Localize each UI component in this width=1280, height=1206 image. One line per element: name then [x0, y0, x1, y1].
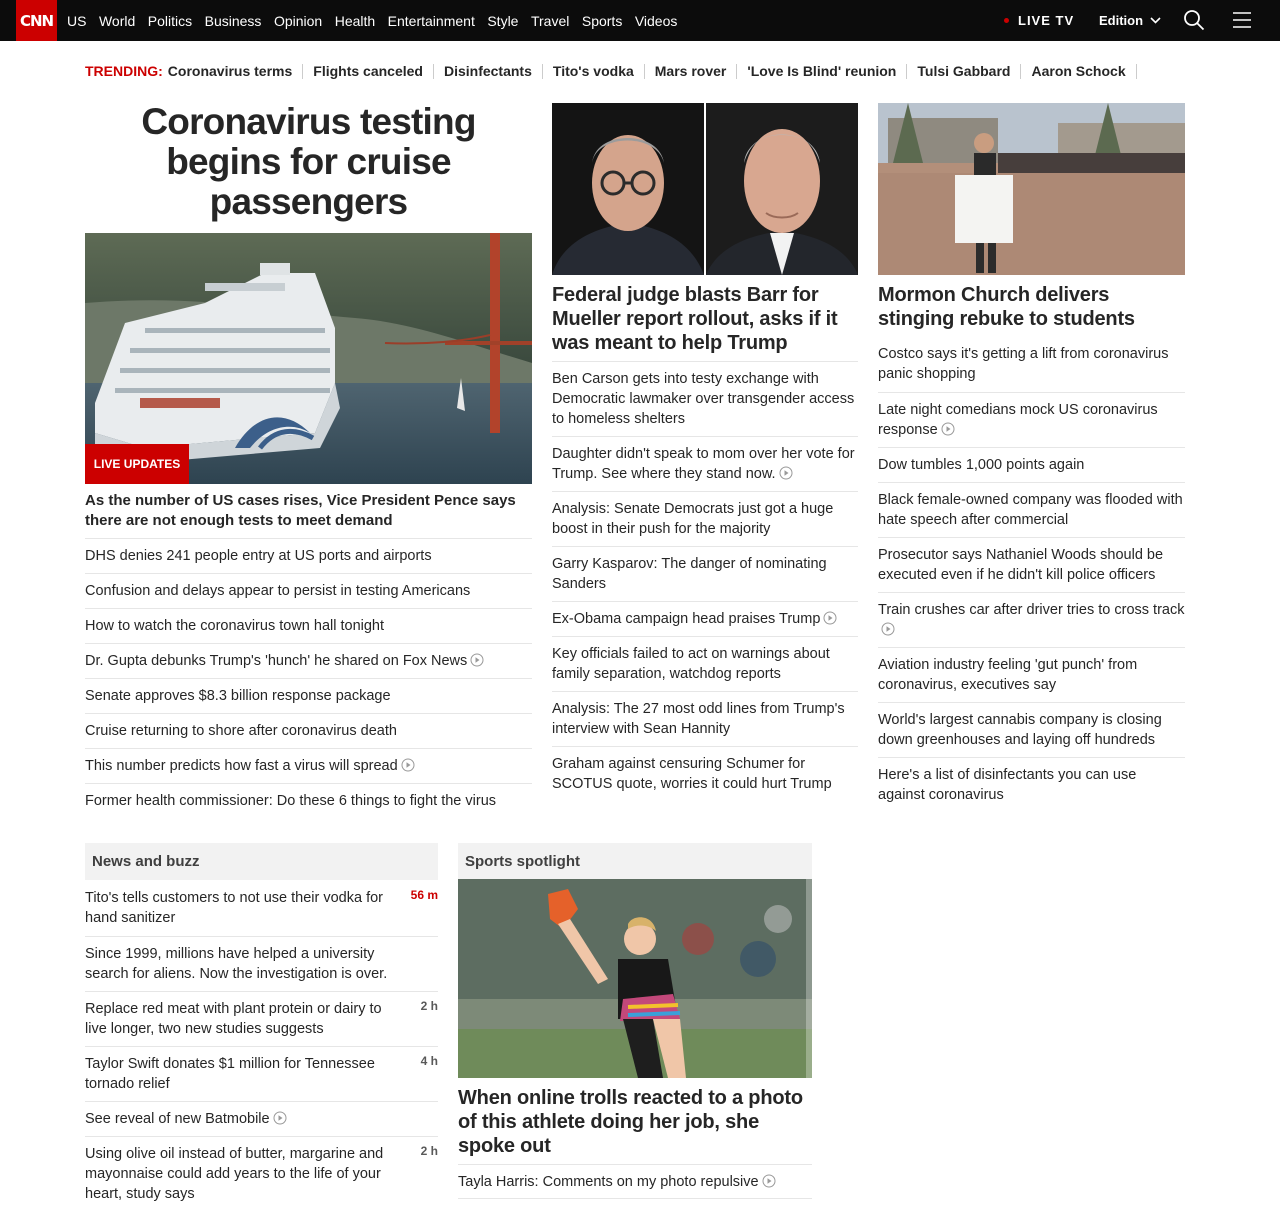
live-updates-badge[interactable]: LIVE UPDATES [85, 444, 189, 484]
protest-photo [878, 103, 1185, 275]
news-and-buzz-header: News and buzz [85, 843, 438, 880]
top-navigation-bar [0, 0, 1280, 41]
trending-item[interactable]: Aaron Schock [1021, 64, 1136, 79]
timestamp: 4 h [420, 1054, 438, 1068]
trending-item[interactable]: Tulsi Gabbard [907, 64, 1021, 79]
list-item[interactable]: Garry Kasparov: The danger of nominating Sanders [552, 546, 858, 601]
list-item[interactable]: Late night comedians mock US coronavirus response [878, 392, 1185, 447]
trending-item[interactable]: Flights canceled [303, 64, 434, 79]
list-item[interactable]: Cruise returning to shore after coronavirus death [85, 713, 532, 748]
lead-subheadline[interactable]: As the number of US cases rises, Vice President Pence says there are not enough tests to meet demand [85, 492, 516, 529]
nav-link-sports[interactable]: Sports [581, 12, 623, 29]
list-item[interactable]: DHS denies 241 people entry at US ports and airports [85, 538, 532, 573]
list-item[interactable]: Replace red meat with plant protein or dairy to live longer, two new studies suggests 2 h [85, 991, 438, 1046]
list-item[interactable]: Dow tumbles 1,000 points again [878, 447, 1185, 482]
middle-story-list [552, 361, 858, 801]
cnn-logo[interactable]: CNN [16, 0, 57, 41]
timestamp: 2 h [420, 999, 438, 1013]
video-play-icon [401, 758, 415, 772]
nav-link-entertainment[interactable]: Entertainment [387, 12, 475, 29]
nav-link-style[interactable]: Style [487, 12, 519, 29]
list-item[interactable]: Former health commissioner: Do these 6 things to fight the virus [85, 783, 532, 818]
list-item[interactable]: Key officials failed to act on warnings about family separation, watchdog reports [552, 636, 858, 691]
live-tv-button[interactable] [1004, 0, 1074, 41]
list-item[interactable]: World's largest cannabis company is closing down greenhouses and laying off hundreds [878, 702, 1185, 757]
video-play-icon [779, 466, 793, 480]
list-item[interactable]: Analysis: Senate Democrats just got a huge boost in their push for the majority [552, 491, 858, 546]
list-item[interactable]: Using olive oil instead of butter, margarine and mayonnaise could add years to the life of your heart, study says 2 h [85, 1136, 438, 1206]
list-item[interactable]: This number predicts how fast a virus will spread [85, 748, 532, 783]
trending-item[interactable]: Coronavirus terms [168, 64, 303, 79]
right-lead-headline[interactable]: Mormon Church delivers stinging rebuke to students [878, 284, 1135, 330]
video-play-icon [762, 1174, 776, 1188]
video-play-icon [823, 611, 837, 625]
video-play-icon [881, 622, 895, 636]
news-and-buzz-list [85, 881, 438, 1206]
list-item[interactable]: Ex-Obama campaign head praises Trump [552, 601, 858, 636]
list-item[interactable]: Senate approves $8.3 billion response package [85, 678, 532, 713]
list-item[interactable]: Black female-owned company was flooded with hate speech after commercial [878, 482, 1185, 537]
nav-link-us[interactable]: US [67, 12, 87, 29]
live-dot-icon [1004, 18, 1009, 23]
sports-lead-headline[interactable]: When online trolls reacted to a photo of this athlete doing her job, she spoke out [458, 1087, 803, 1157]
hamburger-menu-icon[interactable] [1232, 11, 1252, 29]
nav-link-health[interactable]: Health [334, 12, 376, 29]
edition-label: Edition [1099, 13, 1144, 28]
list-item[interactable]: Dr. Gupta debunks Trump's 'hunch' he shared on Fox News [85, 643, 532, 678]
live-tv-label: LIVE TV [1018, 13, 1075, 28]
nav-link-videos[interactable]: Videos [634, 12, 678, 29]
list-item[interactable]: Daughter didn't speak to mom over her vote for Trump. See where they stand now. [552, 436, 858, 491]
barr-mueller-portraits [552, 103, 858, 275]
right-story-list [878, 337, 1185, 812]
list-item[interactable]: Tayla Harris: Comments on my photo repulsive [458, 1164, 812, 1199]
list-item[interactable]: Analysis: The 27 most odd lines from Trump's interview with Sean Hannity [552, 691, 858, 746]
trending-item[interactable]: Disinfectants [434, 64, 543, 79]
athlete-image[interactable] [458, 879, 812, 1078]
list-item[interactable]: Confusion and delays appear to persist in testing Americans [85, 573, 532, 608]
byu-protest-image[interactable] [878, 103, 1185, 275]
trending-label: TRENDING: [85, 63, 163, 79]
trending-item[interactable]: Mars rover [645, 64, 738, 79]
chevron-down-icon [1150, 17, 1161, 24]
sports-story-list [458, 1164, 812, 1199]
list-item[interactable]: Train crushes car after driver tries to cross track [878, 592, 1185, 647]
list-item[interactable]: How to watch the coronavirus town hall tonight [85, 608, 532, 643]
middle-lead-headline[interactable]: Federal judge blasts Barr for Mueller report rollout, asks if it was meant to help Trump [552, 284, 838, 354]
sports-spotlight-header: Sports spotlight [458, 843, 812, 880]
barr-mueller-image[interactable] [552, 103, 858, 275]
trending-bar [85, 62, 1137, 80]
list-item[interactable]: Graham against censuring Schumer for SCOTUS quote, worries it could hurt Trump [552, 746, 858, 801]
list-item[interactable]: Aviation industry feeling 'gut punch' from coronavirus, executives say [878, 647, 1185, 702]
timestamp: 56 m [410, 888, 438, 902]
nav-link-politics[interactable]: Politics [147, 12, 193, 29]
trending-item[interactable]: 'Love Is Blind' reunion [737, 64, 907, 79]
edition-dropdown[interactable] [1099, 0, 1161, 41]
list-item[interactable]: Here's a list of disinfectants you can use against coronavirus [878, 757, 1185, 812]
list-item[interactable]: Since 1999, millions have helped a university search for aliens. Now the investigation is over. [85, 936, 438, 991]
nav-link-opinion[interactable]: Opinion [273, 12, 323, 29]
nav-links [62, 0, 685, 41]
list-item[interactable]: Costco says it's getting a lift from coronavirus panic shopping [878, 346, 1169, 382]
search-icon[interactable] [1183, 9, 1205, 31]
athlete-kick-photo [458, 879, 812, 1078]
list-item[interactable]: Tito's tells customers to not use their vodka for hand sanitizer 56 m [85, 888, 438, 926]
list-item[interactable]: Taylor Swift donates $1 million for Tennessee tornado relief 4 h [85, 1046, 438, 1101]
nav-link-business[interactable]: Business [204, 12, 262, 29]
lead-headline[interactable]: Coronavirus testing begins for cruise passengers [141, 101, 476, 222]
timestamp: 2 h [420, 1144, 438, 1158]
list-item[interactable]: Prosecutor says Nathaniel Woods should be executed even if he didn't kill police officers [878, 537, 1185, 592]
nav-link-travel[interactable]: Travel [530, 12, 570, 29]
lead-story-list [85, 538, 532, 818]
trending-item[interactable]: Tito's vodka [543, 64, 645, 79]
video-play-icon [470, 653, 484, 667]
video-play-icon [941, 422, 955, 436]
nav-link-world[interactable]: World [98, 12, 136, 29]
list-item[interactable]: Ben Carson gets into testy exchange with Democratic lawmaker over transgender access to homeless shelters [552, 361, 858, 436]
list-item[interactable]: See reveal of new Batmobile [85, 1101, 438, 1136]
video-play-icon [273, 1111, 287, 1125]
